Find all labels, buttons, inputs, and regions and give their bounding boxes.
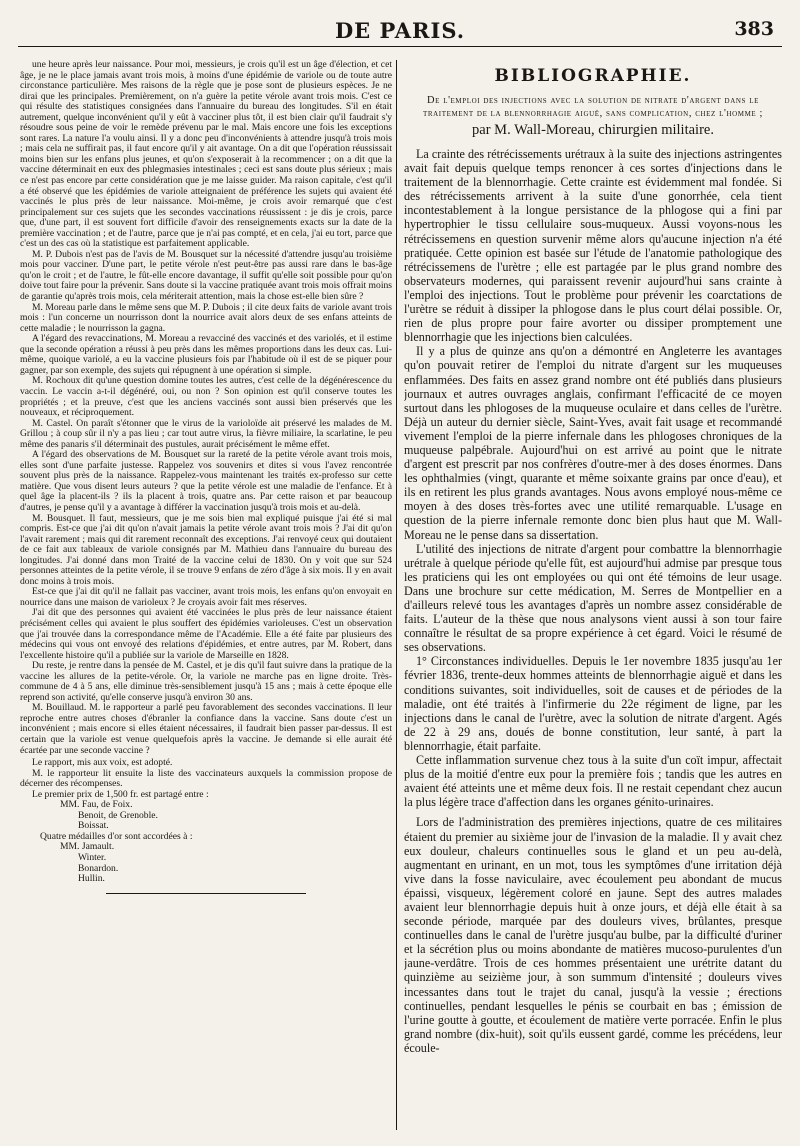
left-paragraph: M. le rapporteur lit ensuite la liste des vaccinateurs auxquels la commission propose de décerner des récompenses.: [20, 767, 392, 790]
vote-result: Le rapport, mis aux voix, est adopté.: [32, 757, 173, 769]
column-divider: [396, 60, 397, 1130]
prize-name: Boissat.: [78, 820, 109, 832]
medal-name: Bonardon.: [78, 862, 119, 874]
left-paragraph: une heure après leur naissance. Pour moi, messieurs, je crois qu'il est un âge d'élection, et cet âge, je ne le place jamais avant trois mois, à moins d'une épidémie de variole ou de toute autre circonstance particulière. Mes raisons de la règle que je pose sont de plusieurs espèces. Je ne dirai que les principales. Premièrement, on n'a guère la petite vérole avant trois mois. C'est ce qui résulte des statistiques consignées dans l'annuaire du bureau des longitudes. S'il en était autrement, quelque inconvénient qu'il y eût à vacciner plus tôt, il est bien clair qu'il faudrait s'y résoudre sous peine de voir le remède prévenu par le mal. Mais encore une fois les exceptions sont rares. La nature l'a voulu ainsi. Il y a donc peu d'inconvénients à attendre jusqu'à trois mois ; mais cela ne suffirait pas, il faut encore qu'il y ait avantage. On a dit que l'opération réussissait moins bien sur les enfans plus jeunes, et qu'on s'exposerait à la recommencer ; on a dit que la vaccine déterminait en eux des phlegmasies intestinales ; ceci est sans doute plus sérieux ; mais ce n'est pas encore par cette considération que je me laisse guider. Ma raison capitale, c'est qu'il a été observé que les épidémies de variole atteignaient de préférence les sujets qui avaient été vaccinés le plus près de leur naissance. Moi-même, je crois avoir remarqué que c'est principalement sur ces sujets que les secondes vaccinations réussissent : je dis je crois, parce que, d'une part, il est souvent fort difficile d'avoir des renseignements exacts sur la date de la première vaccination ; et de l'autre, parce que je n'ai pas compté, et en cela, j'ai eu tort, parce que c'est un des cas où la statistique est parfaitement applicable.: [20, 60, 392, 250]
article-paragraph: Cette inflammation survenue chez tous à la suite d'un coït impur, affectait plus de la moitié d'entre eux pour la première fois ; tandis que les autres en avaient été atteints une et même deux fois. Il ne restait cependant chez aucun la plus légère trace d'affection dans les organes génito-urinaires.: [404, 753, 782, 810]
header-rule: [18, 46, 782, 47]
page-running-title: DE PARIS.: [334, 18, 466, 43]
article-paragraph: La crainte des rétrécissements urétraux à la suite des injections astringentes avait fait depuis quelque temps renoncer à ces sortes d'injections dans le traitement de la blennorrhagie. Cette crainte est évidemment mal fondée. Si des rétrécissements arrivent à la suite d'une gonorrhée, cela tient incontestablement à la longue persistance de la phlogose qui a fini par hypertrophier le tissu cellulaire sous-muqueux. Aussi voyons-nous les rétrécissemens en question survenir même alors qu'aucune injection n'a été pratiquée. Cette opinion est basée sur l'étude de l'anatomie pathologique des rétrécissemens de l'urètre ; elle est partagée par le plus grand nombre des observateurs modernes, qui paraissent revenir aujourd'hui sans crainte à l'emploi des injections. Tout le problème pour prévenir les coarctations de l'urètre se réduit à dissiper la phlogose dans le plus court délai possible. Or, rien de plus propre pour faire avorter ou dissiper promptement une blennorrhagie que les injections bien calculées.: [404, 147, 782, 345]
section-heading: BIBLIOGRAPHIE.: [494, 66, 692, 86]
article-paragraph: Lors de l'administration des premières injections, quatre de ces militaires étaient du premier au sixième jour de l'invasion de la maladie. Il y avait chez eux douleur, chaleurs continuelles sous le gland et un peu au-delà, augmentant en urinant, en un mot, tous les symptômes d'une irritation déjà vive dans la fosse naviculaire, avec écoulement peu abondant de mucus épaissi, visqueux, légèrement coloré en jaune. Sept des autres malades avaient leur blennorrhagie depuis huit à onze jours, et déjà elle était à sa seconde période, marquée par des douleurs vives, brûlantes, presque continuelles dans le canal de l'urètre jusqu'au bulbe, par la difficulté d'uriner et la sécrétion plus ou moins abondante de matières mucoso-purulentes d'un jaune-verdâtre. Trois de ces hommes présentaient une urétrite datant du quinzième au seizième jour, à son summum d'intensité ; douleurs vives incessantes dans tout le trajet du canal, jusqu'à la vessie ; érections continuelles, pendant lesquelles le pénis se courbait en bas ; émission de l'urine goutte à goutte, et écoulement de matière verte porracée. Enfin le plus grand nombre (dix-huit), soit qu'ils eussent gardé, comme les précédens, leur écoule-: [404, 815, 782, 1055]
left-paragraph: M. Moreau parle dans le même sens que M. P. Dubois ; il cite deux faits de variole avant trois mois : l'un concerne un nourrisson dont la nourrice avait alors deux de ses enfans atteints de cette maladie ; le nourrisson la gagna.: [20, 301, 392, 334]
medal-label: Quatre médailles d'or sont accordées à :: [40, 830, 193, 842]
medal-name: Hullin.: [78, 873, 105, 885]
prize-name: Benoit, de Grenoble.: [78, 809, 158, 821]
medal-name: Winter.: [78, 852, 107, 864]
left-paragraph: M. P. Dubois n'est pas de l'avis de M. Bousquet sur la nécessité d'attendre jusqu'au troisième mois pour vacciner. D'une part, le petite vérole n'est peut-être pas aussi rare dans le bas-âge qu'on le croit ; et de l'autre, le fût-elle encore davantage, il suffit qu'elle soit possible pour qu'on doive tout faire pour la prévenir. Sans doute si la vaccine pratiquée avant trois mois offrait moins de garantie qu'après trois mois, cela mériterait attention, mais la chose est-elle bien sûre ?: [20, 248, 392, 303]
article-paragraph: 1° Circonstances individuelles. Depuis le 1er novembre 1835 jusqu'au 1er février 1836, trente-deux hommes atteints de blennorrhagie aiguë et dans les conditions suivantes, soit individuelles, soit de causes et de périodes de la maladie, ont été traités à l'infirmerie du 22e régiment de ligne, par les injections dans le canal de l'urètre, avec la solution de nitrate d'argent. Agés de 22 à 29 ans, doués de bonne constitution, leur santé, à part la blennorrhagie, était parfaite.: [404, 654, 782, 753]
prize-intro: Le premier prix de 1,500 fr. est partagé entre :: [32, 788, 209, 800]
medal-name: MM. Jamault.: [60, 841, 115, 853]
left-paragraph: J'ai dit que des personnes qui avaient été vaccinées le plus près de leur naissance étaient précisément celles qui avaient le plus souffert des épidémies varioleuses. C'est un observation que j'ai trouvée dans la correspondance même de l'Académie. Elle a été faite par plusieurs des médecins qui vous ont envoyé des relations d'épidémies, et entre autres, par M. Robert, dans l'excellente histoire qu'il a publiée sur la variole de Marseille en 1828.: [20, 607, 392, 661]
left-paragraph: Est-ce que j'ai dit qu'il ne fallait pas vacciner, avant trois mois, les enfans qu'on envoyait en nourrice dans une maison de varioleux ? Je croyais avoir fait mes réserves.: [20, 586, 392, 608]
left-paragraph: M. Bousquet. Il faut, messieurs, que je me sois bien mal expliqué puisque j'ai été si mal compris. Est-ce que j'ai dit qu'on n'avait jamais la petite vérole avant trois mois ? J'ai dit qu'on l'avait rarement ; mais qui dit rarement reconnaît des exceptions. J'ai renvoyé ceux qui doutaient de ce fait aux tableaux de variole consignés par M. Mathieu dans l'annuaire du bureau des longitudes. J'ai donné dans mon Traité de la vaccine celui de 1830. On y voit que sur 524 personnes atteintes de la petite vérole, il se trouve 9 enfans de zéro d'âge à six mois. Il y en avait donc moins à trois mois.: [20, 512, 392, 587]
article-title: De l'emploi des injections avec la solution de nitrate d'argent dans le traitement de la blennorrhagie aiguë, sans complication, chez l'homme ;: [423, 95, 763, 119]
left-column: [20, 60, 392, 1140]
article-paragraph: Il y a plus de quinze ans qu'on a démontré en Angleterre les avantages qu'on pouvait retirer de l'emploi du nitrate d'argent sur les muqueuses enflammées. Des faits en assez grand nombre ont été publiés dans plusieurs journaux et autres ouvrages anglais, confirmant l'efficacité de ce moyen surtout dans les phlogoses de la muqueuse oculaire et dans celles de l'urètre. Déjà un auteur du dernier siècle, Saint-Yves, avait fait usage et recommandé vivement l'emploi de la pierre infernale dans les phlogoses chroniques de la muqueuse palpébrale. Aujourd'hui on est arrivé au point que le nitrate d'argent est prescrit par nos confrères d'outre-mer à des doses énormes. Dans les ophthalmies (vingt, quarante et même soixante grains par once d'eau), et ils en retirent les plus grands avantages. Nous avons employé nous-même ce moyen à des doses très-fortes avec une utilité remarquable. L'usage en question de la pierre infernale remonte donc bien plus haut que M. Wall-Moreau ne le pense dans sa dissertation.: [404, 344, 782, 542]
left-paragraph: M. Rochoux dit qu'une question domine toutes les autres, c'est celle de la dégénérescence du vaccin. Le vaccin a-t-il dégénéré, oui, ou non ? Son opinion est qu'il conserve toutes les propriétés ; et la preuve, c'est que les anciens vaccinés sont aussi bien préservés que les nouveaux, et réciproquement.: [20, 375, 392, 419]
first-prize-names: [60, 800, 392, 832]
column-end-rule: [106, 893, 306, 894]
page-number: 383: [734, 18, 774, 40]
left-paragraph: M. Bouillaud. M. le rapporteur a parlé peu favorablement des secondes vaccinations. Il leur reproche entre autres choses d'ébranler la confiance dans la vaccine. Sans doute c'est un inconvénient ; mais encore si elles étaient nécessaires, il faudrait bien passer par-dessus. Il est certain que la variole est venue quelquefois après la vaccine. Je demande si elle aurait été écartée par une seconde vaccine ?: [20, 702, 392, 756]
running-head: [0, 18, 800, 44]
left-paragraph: M. Castel. On paraît s'étonner que le virus de la varioloïde ait préservé les malades de M. Grillou ; à coup sûr il n'y a pas lieu ; car tout autre virus, la fièvre miliaire, la scarlatine, le peu même des panaris s'il déterminait des pustules, aurait précisément le même effet.: [20, 417, 392, 450]
left-paragraph: A l'égard des observations de M. Bousquet sur la rareté de la petite vérole avant trois mois, elles sont d'une parfaite justesse. Rappelez vos souvenirs et dites si vous l'avez rencontrée souvent plus près de la naissance. Rappelez-vous maintenant les traités ex-professo sur cette matière. Que vous disent leurs auteurs ? que la petite vérole est une maladie de l'enfance. Et à quel âge la placent-ils ? ils la placent à trois, quatre ans. Par cette raison et par beaucoup d'autres, je pense qu'il y a avantage à différer la vaccination jusqu'à trois mois et au-delà.: [20, 449, 392, 513]
medal-names: [60, 842, 392, 884]
left-paragraph: Du reste, je rentre dans la pensée de M. Castel, et je dis qu'il faut suivre dans la pratique de la vaccine les allures de la petite-vérole. Or, la variole ne marche pas en ligne droite. Très-commune de 4 à 5 ans, elle diminue très-sensiblement jusqu'à 15 ans ; mais à cette époque elle reprend son activité, qu'elle conserve jusqu'à environ 30 ans.: [20, 660, 392, 703]
article-paragraph: L'utilité des injections de nitrate d'argent pour combattre la blennorrhagie urétrale à quelque période qu'elle fût, est aujourd'hui admise par presque tous les praticiens qui les ont employées ou qui ont été témoins de leur usage. Dans une brochure sur cette médication, M. Serres de Montpellier en a d'ailleurs relevé tous les avantages d'après un nombre assez considérable de faits. L'auteur de la thèse que nous analysons vient aussi à son tour faire connaître le résultat de sa propre expérience à cet égard. Voici le résumé de ses observations.: [404, 541, 782, 655]
prize-name: MM. Fau, de Foix.: [60, 799, 133, 811]
right-column: [404, 62, 782, 1140]
left-paragraph: A l'égard des revaccinations, M. Moreau a revacciné des vaccinés et des variolés, et il estime que la seconde opération a réussi à peu près dans les mêmes proportions dans les deux cas. Lui-même, quoique variolé, a eu la vaccine plusieurs fois par l'habitude où il est de se piquer pour gagner, par son exemple, des sujets qui répugnent à une opération si simple.: [20, 333, 392, 376]
article-author: par M. Wall-Moreau, chirurgien militaire.: [472, 122, 714, 138]
